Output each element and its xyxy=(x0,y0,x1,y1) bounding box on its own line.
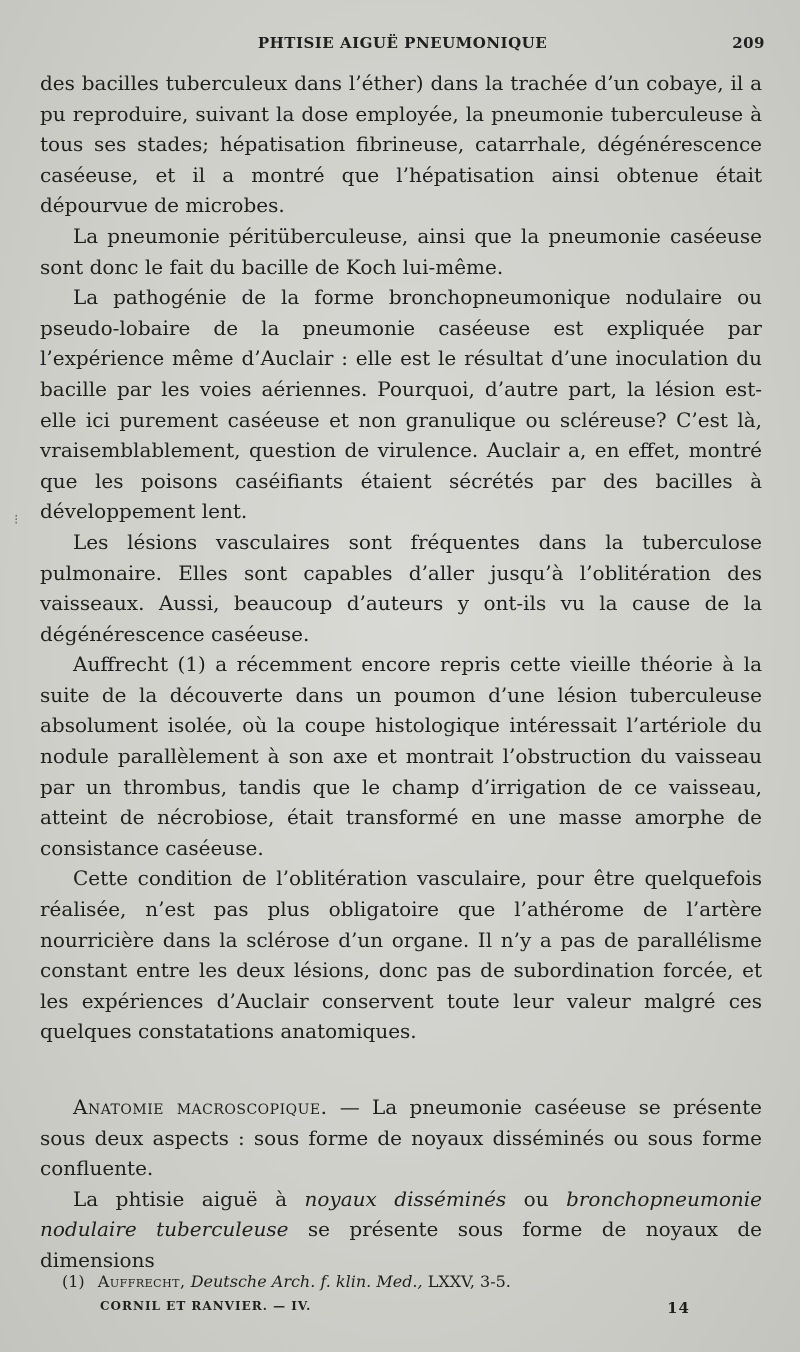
text-run: se présente sous forme de noyaux de dimensions xyxy=(40,1217,762,1272)
running-head xyxy=(40,34,765,56)
paragraph: Auffrecht (1) a récemment encore repris cette vieille théorie à la suite de la découverte dans un poumon d’une lésion tuberculeuse absolument isolée, où la coupe histologique intéressait l’artériole du nodule parallèlement à son axe et montrait l’obstruction du vaisseau par un thrombus, tandis que le champ d’irrigation de ce vaisseau, atteint de nécrobiose, était transformé en une masse amorphe de consistance caséeuse. xyxy=(40,652,762,860)
text-run: La phtisie aiguë à xyxy=(73,1186,305,1211)
footnote-ref: (1) xyxy=(62,1272,85,1291)
footnote-author: Auffrecht, xyxy=(97,1272,186,1291)
italic-term: bronchopneumonie nodulaire tuberculeuse xyxy=(40,1186,762,1242)
page-number: 209 xyxy=(732,34,765,52)
margin-mark: ⁝ xyxy=(14,512,19,528)
footnote-journal: Deutsche Arch. f. klin. Med., xyxy=(190,1272,423,1291)
paragraph: Les lésions vasculaires sont fréquentes dans la tuberculose pulmonaire. Elles sont capables d’aller jusqu’à l’oblitération des vaisseaux. Aussi, beaucoup d’auteurs y ont-ils vu la cause de la dégénérescence caséeuse. xyxy=(40,529,762,646)
running-title: PHTISIE AIGUË PNEUMONIQUE xyxy=(257,34,548,52)
paragraph: Cette condition de l’oblitération vasculaire, pour être quelquefois réalisée, n’est pas plus obligatoire que l’athérome de l’artère nourricière dans la sclérose d’un organe. Il n’y a pas de parallélisme constant entre les deux lésions, donc pas de subordination forcée, et les expériences d’Auclair conservent toute leur valeur malgré ces quelques constatations anatomiques. xyxy=(40,866,762,1044)
text-run: ou xyxy=(506,1186,567,1211)
section-heading: Anatomie macroscopique. xyxy=(73,1095,328,1119)
paragraph: La pathogénie de la forme bronchopneumonique nodulaire ou pseudo-lobaire de la pneumonie caséeuse est expliquée par l’expérience même d’Auclair : elle est le résultat d’une inoculation du bacille par les voies aériennes. Pourquoi, d’autre part, la lésion est-elle ici purement caséeuse et non granulique ou scléreuse? C’est là, vraisemblablement, question de virulence. Auclair a, en effet, montré que les poisons caséifiants étaient sécrétés par des bacilles à développement lent. xyxy=(40,285,762,524)
body-text xyxy=(40,68,762,1276)
section-break xyxy=(40,1047,762,1092)
sheet-number: 14 xyxy=(667,1299,690,1317)
printer-signature: CORNIL ET RANVIER. — IV. xyxy=(100,1299,312,1313)
italic-term: noyaux disséminés xyxy=(304,1186,507,1211)
footer xyxy=(100,1299,690,1319)
footnote xyxy=(62,1272,752,1291)
paragraph: La pneumonie péritüberculeuse, ainsi que la pneumonie caséeuse sont donc le fait du bacille de Koch lui-même. xyxy=(40,223,762,279)
paragraph xyxy=(40,1184,762,1276)
footnote-citation: LXXV, 3-5. xyxy=(427,1272,511,1291)
paragraph-anatomie xyxy=(40,1092,762,1184)
paragraph: des bacilles tuberculeux dans l’éther) dans la trachée d’un cobaye, il a pu reproduire, suivant la dose employée, la pneumonie tuberculeuse à tous ses stades; hépatisation fibrineuse, catarrhale, dégénérescence caséeuse, et il a montré que l’hépatisation ainsi obtenue était dépourvue de microbes. xyxy=(40,71,762,218)
section-text: — La pneumonie caséeuse se présente sous deux aspects : sous forme de noyaux disséminés ou sous forme confluente. xyxy=(40,1095,762,1181)
